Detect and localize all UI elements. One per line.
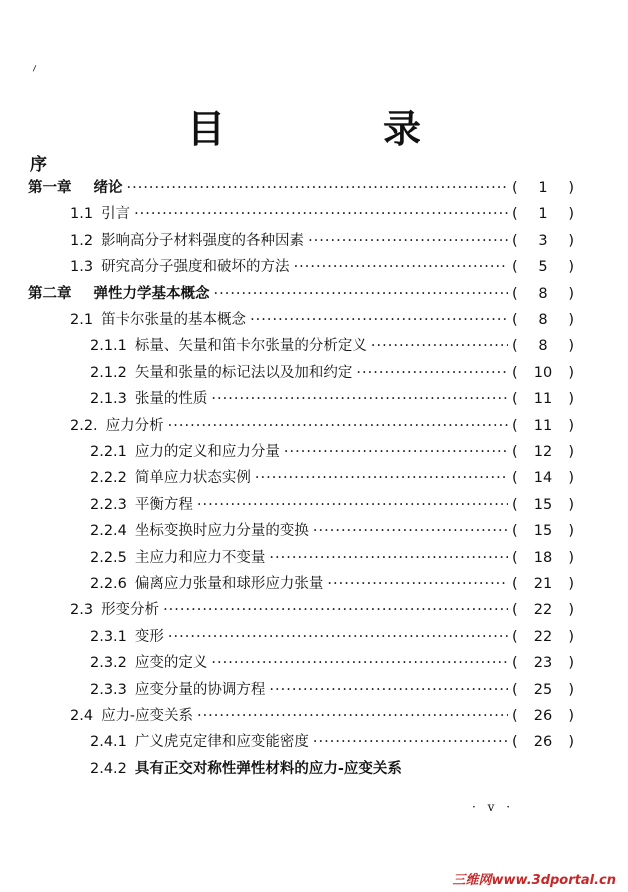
toc-entry-number: 1.1 [70,206,94,223]
toc-entry-number: 第二章 [28,285,72,302]
leader-dots [313,734,508,750]
leader-dots [163,602,508,618]
leader-dots [197,708,508,724]
toc-entry [90,334,574,356]
toc-entry [90,546,574,568]
toc-entry [90,757,574,779]
page-number-value: 11 [533,417,553,434]
leader-dots [294,259,508,275]
toc-entry [70,598,574,620]
toc-entry-page: ( 15 ) [512,496,574,513]
toc-entry [70,229,574,251]
toc-entry [90,361,574,383]
toc-entry [70,255,574,277]
leader-dots [269,682,508,698]
toc-entry-title: 张量的性质 [134,391,208,408]
leader-dots [250,312,508,328]
toc-entry-number: 2.1.2 [90,364,127,381]
toc-entry-page: ( 8 ) [512,338,574,355]
watermark: 三维网www.3dportal.cn [452,873,616,888]
page-number-value: 3 [538,232,548,249]
toc-entry-number: 2.4.2 [90,760,127,777]
page-number-value: 21 [533,576,553,592]
page-number-value: 18 [533,549,553,566]
leader-dots [255,470,508,486]
page-number-value: 26 [533,708,553,724]
page-number-value: 1 [538,206,548,223]
toc-entry [70,414,574,436]
page-number-value: 1 [538,180,548,196]
toc-entry-title: 变形 [134,628,164,645]
toc-entry-title: 研究高分子强度和破坏的方法 [101,259,290,276]
toc-entry [70,704,574,726]
toc-entry-number: 2.2.3 [90,496,127,513]
toc-entry-title: 应变的定义 [134,655,208,672]
toc-entry [70,308,574,330]
toc-entry-title: 简单应力状态实例 [134,470,251,487]
page-number-value: 15 [533,496,553,513]
toc-entry-page: ( 5 ) [512,259,574,276]
toc-entry [90,440,574,462]
page-number-value: 25 [533,681,553,698]
toc-entry-title: 应力分析 [105,417,164,434]
toc-entry-number: 2.1.3 [90,391,127,408]
toc-entry-page: ( 23 ) [512,655,574,672]
leader-dots [211,655,508,671]
toc-entry-page: ( 10 ) [512,364,574,381]
toc-entry-title: 平衡方程 [134,496,193,513]
toc-entry-page: ( 3 ) [512,232,574,249]
leader-dots [211,391,508,407]
toc-entry-title: 绪论 [93,180,123,196]
toc-entry-page: ( 25 ) [512,681,574,698]
leader-dots [356,365,508,381]
toc-entry [90,651,574,673]
page-number-value: 26 [533,734,553,751]
toc-entry-page: ( 22 ) [512,628,574,645]
toc-entry-page: ( 8 ) [512,312,574,328]
page-number-value: 8 [538,338,548,355]
toc-entry-page: ( 14 ) [512,470,574,487]
toc-entry-title: 应变分量的协调方程 [134,681,266,698]
toc-entry-number: 2.3.1 [90,628,127,645]
toc-entry-number: 2.2. [70,417,98,434]
toc-entry-page: ( 12 ) [512,444,574,460]
toc-entry-title: 广义虎克定律和应变能密度 [134,734,309,751]
toc-entry-page: ( 1 ) [512,180,574,196]
toc-entry-title: 标量、矢量和笛卡尔张量的分析定义 [134,338,367,355]
toc-entry-title: 偏离应力张量和球形应力张量 [134,576,324,592]
toc-entry-number: 2.2.5 [90,549,127,566]
toc-entry [70,202,574,224]
leader-dots [168,418,508,434]
toc-entry [90,466,574,488]
toc-entry [28,176,574,198]
toc-entry-title: 弹性力学基本概念 [93,285,210,302]
leader-dots [308,233,508,249]
page-number-value: 14 [533,470,553,487]
toc-entry-page: ( 11 ) [512,391,574,408]
toc-entry-number: 2.4.1 [90,734,127,751]
toc-entry [90,493,574,515]
toc-entry-number: 2.3.2 [90,655,127,672]
toc-entry-title: 应力的定义和应力分量 [134,444,280,460]
toc-entry [90,730,574,752]
toc-entry-title: 坐标变换时应力分量的变换 [134,523,309,540]
leader-dots [134,206,508,222]
page-number-value: 8 [538,285,548,302]
toc-entry [90,572,574,594]
toc-entry-title: 影响高分子材料强度的各种因素 [101,232,305,249]
leader-dots [127,180,509,196]
toc-entry-number: 2.3 [70,602,94,619]
toc-entry-page: ( 26 ) [512,734,574,751]
toc-entry-title: 具有正交对称性弹性材料的应力-应变关系 [134,759,402,777]
toc-entry-page: ( 8 ) [512,285,574,302]
toc-entry-number: 第一章 [28,180,72,196]
toc-entry-title: 矢量和张量的标记法以及加和约定 [134,364,353,381]
toc-entry-number: 2.2.2 [90,470,127,487]
page-title: 目 录 [186,107,481,151]
leader-dots [269,550,508,566]
page-number-value: 11 [533,391,553,408]
toc-entry-title: 应力-应变关系 [101,708,193,724]
toc-entry-page: ( 21 ) [512,576,574,592]
page-number-value: 23 [533,655,553,672]
pen-mark: ⸝ [27,57,40,75]
toc-entry-title: 主应力和应力不变量 [134,549,266,566]
toc-entry-number: 2.2.1 [90,444,127,460]
page-number-value: 22 [533,602,553,619]
leader-dots [327,576,508,592]
page-number-value: 22 [533,628,553,645]
page-number-value: 15 [533,523,553,540]
leader-dots [313,523,508,539]
toc-entry-number: 2.2.4 [90,523,127,540]
toc-entry-page: ( 18 ) [512,549,574,566]
preface-entry: 序 [30,155,47,175]
toc-entry-number: 2.2.6 [90,576,127,592]
toc-entry [28,282,574,304]
toc-entry [90,387,574,409]
toc-entry-number: 2.4 [70,708,94,724]
toc-entry-number: 1.2 [70,232,94,249]
toc-entry-number: 1.3 [70,259,94,276]
toc-entry-title: 笛卡尔张量的基本概念 [101,312,247,328]
leader-dots [168,629,508,645]
page-number-value: 5 [538,259,548,276]
toc-entry-page: ( 1 ) [512,206,574,223]
toc-entry-title: 形变分析 [101,602,160,619]
leader-dots [371,338,508,354]
toc-entry-page: ( 11 ) [512,417,574,434]
toc-entry [90,519,574,541]
toc-entry-number: 2.3.3 [90,681,127,698]
leader-dots [214,286,509,302]
toc-entry [90,678,574,700]
toc-entry-number: 2.1.1 [90,338,127,355]
page-number-value: 8 [538,312,548,328]
page-number: · v · [472,800,515,814]
toc-entry-page: ( 15 ) [512,523,574,540]
toc-entry-title: 引言 [101,206,131,223]
toc-entry-page: ( 22 ) [512,602,574,619]
leader-dots [197,497,508,513]
leader-dots [284,444,508,460]
toc-entry-number: 2.1 [70,312,94,328]
toc-entry-page: ( 26 ) [512,708,574,724]
toc-entry [90,625,574,647]
page-number-value: 10 [533,364,553,381]
page-number-value: 12 [533,444,553,460]
